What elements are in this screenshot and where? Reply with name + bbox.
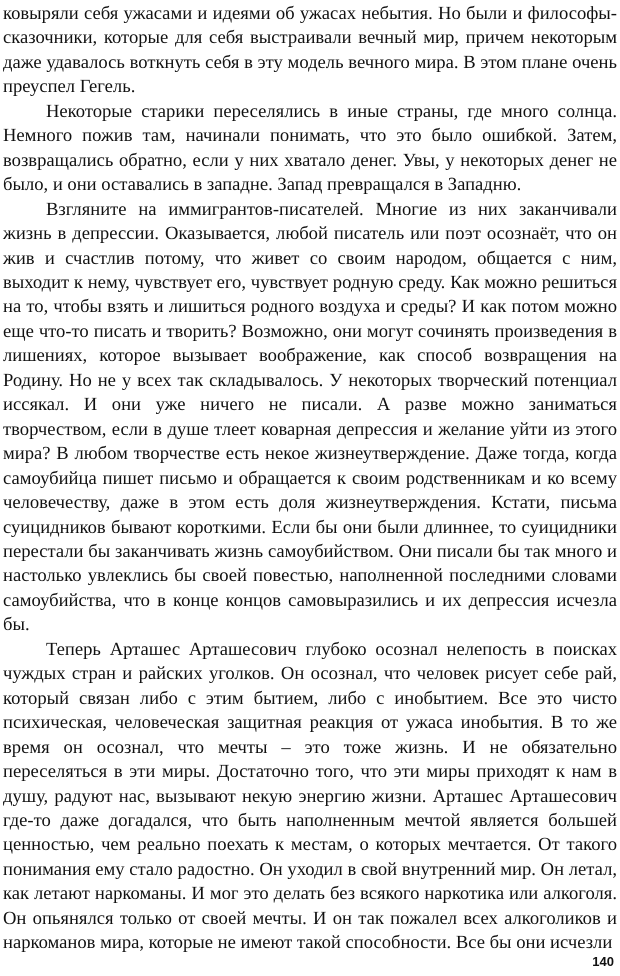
paragraph-2: Некоторые старики переселялись в иные страны, где много солнца. Немного пожив там, начинали понимать, что это было ошибкой. Затем, возвращались обратно, если у них хватало денег. Увы, у некоторых денег не было, и они оставались в западне. Запад превращался в Западню.: [3, 100, 617, 196]
paragraph-3: Взгляните на иммигрантов-писателей. Многие из них заканчивали жизнь в депрессии. Оказывается, любой писатель или поэт осознаёт, что он жив и счастлив потому, что живет со своим народом, общается с ним, выходит к нему, чувствует его, чувствует родную среду. Как можно решиться на то, чтобы взять и лишиться родного воздуха и среды? И как потом можно еще что-то писать и творить? Возможно, они могут сочинять произведения в лишениях, которое вызывает воображение, как способ возвращения на Родину. Но не у всех так складывалось. У некоторых творческий потенциал иссякал. И они уже ничего не писали. А разве можно заниматься творчеством, если в душе тлеет коварная депрессия и желание уйти из этого мира? В любом творчестве есть некое жизнеутверждение. Даже тогда, когда самоубийца пишет письмо и обращается к своим родственникам и ко всему человечеству, даже в этом есть доля жизнеутверждения. Кстати, письма суицидников бывают короткими. Если бы они были длиннее, то суицидники перестали бы заканчивать жизнь самоубийством. Они писали бы так много и настолько увлеклись бы своей повестью, наполненной последними словами самоубийства, что в конце концов самовыразились и их депрессия исчезла бы.: [3, 198, 617, 636]
page-number: 140: [592, 954, 614, 969]
paragraph-1: ковыряли себя ужасами и идеями об ужасах небытия. Но были и философы-сказочники, которые для себя выстраивали вечный мир, причем некоторым даже удавалось воткнуть себя в эту модель вечного мира. В этом плане очень преуспел Гегель.: [3, 3, 617, 98]
paragraph-4: Теперь Арташес Арташесович глубоко осознал нелепость в поисках чуждых стран и райских уголков. Он осознал, что человек рисует себе рай, который связан либо с этим бытием, либо с инобытием. Все это чисто психическая, человеческая защитная реакция от ужаса инобытия. В то же время он осознал, что мечты – это тоже жизнь. И не обязательно переселяться в эти миры. Достаточно того, что эти миры приходят к нам в душу, радуют нас, вызывают некую энергию жизни. Арташес Арташесович где-то даже догадался, что быть наполненным мечтой является большей ценностью, чем реально поехать к местам, о которых мечтается. От такого понимания ему стало радостно. Он уходил в свой внутренний мир. Он летал, как летают наркоманы. И мог это делать без всякого наркотика или алкоголя. Он опьянялся только от своей мечты. И он так пожалел всех алкоголиков и наркоманов мира, которые не имеют такой способности. Все бы они исчезли: [3, 638, 617, 954]
body-text: [3, 2, 617, 956]
